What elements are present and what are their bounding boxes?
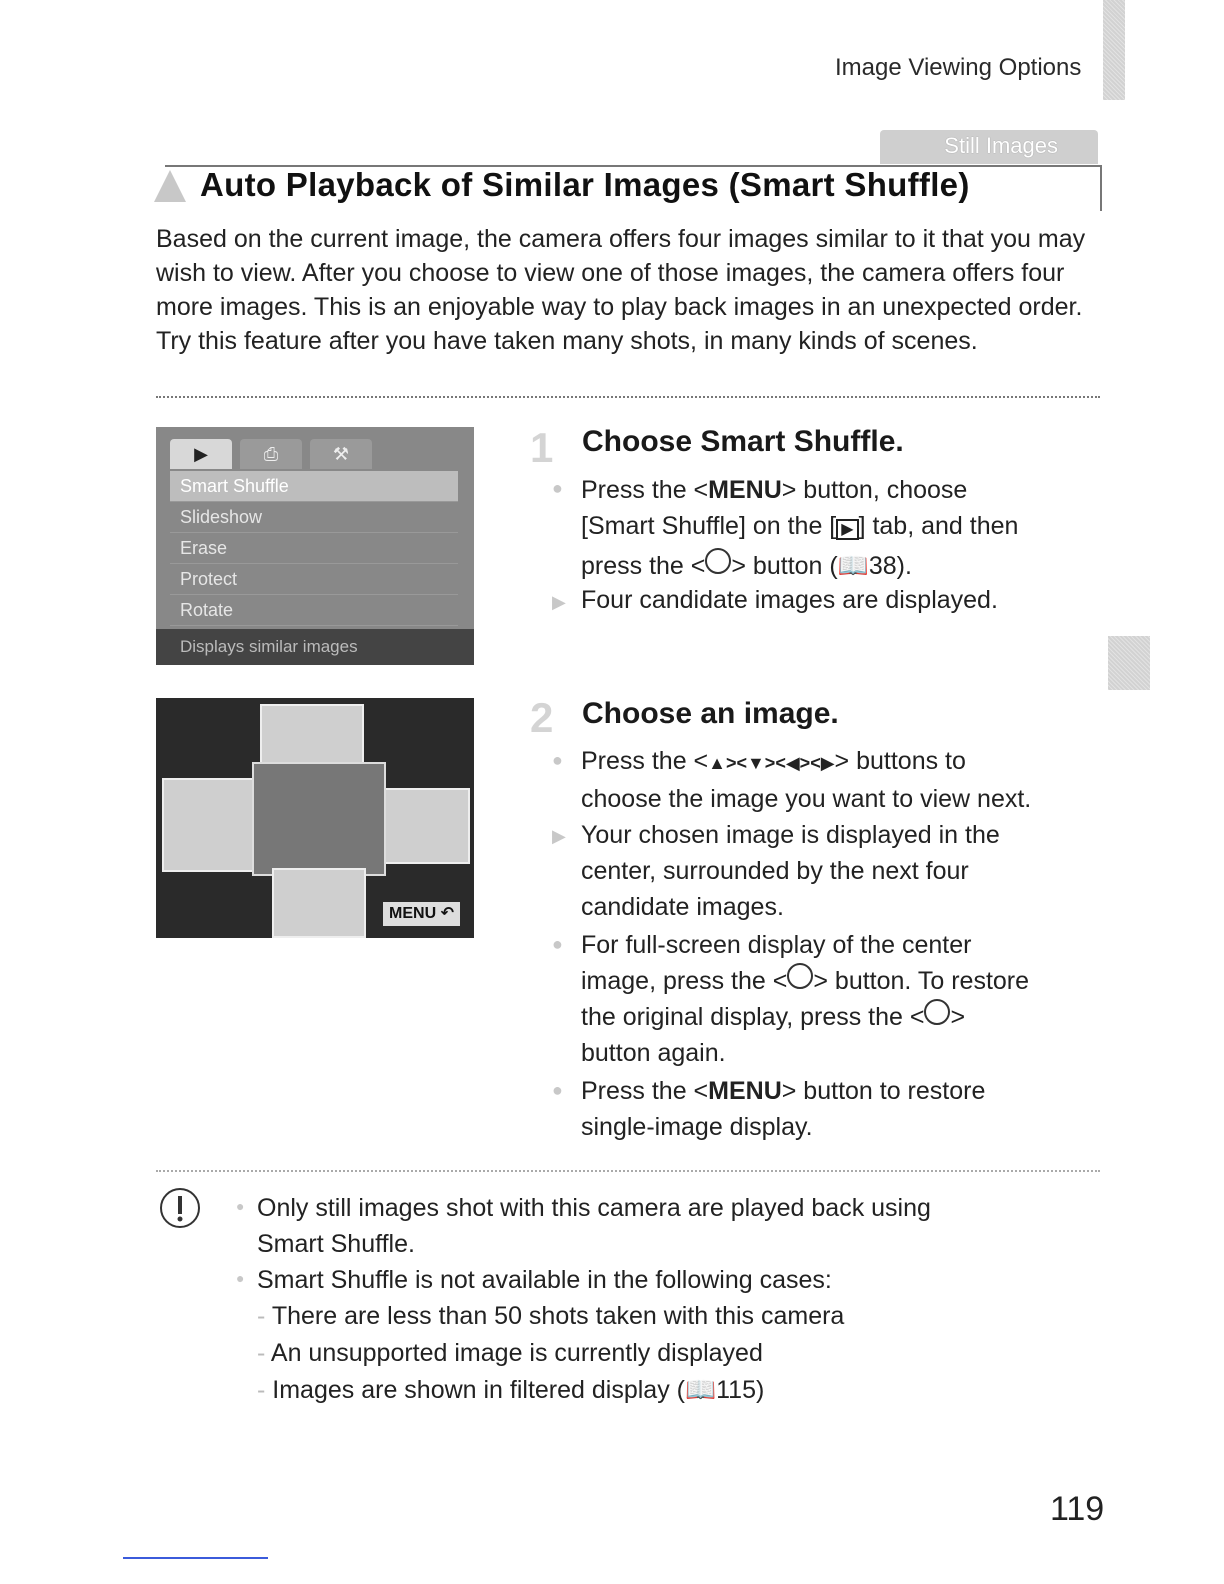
menu-item-smart-shuffle: Smart Shuffle [170,471,458,502]
step-title: Choose an image. [582,697,839,730]
menu-back-indicator: MENU ↶ [383,902,460,926]
camera-menu-screenshot [156,427,474,665]
step-instruction: Press the <▲><▼><◀><▶> buttons to choose the image you want to view next. [581,747,1032,813]
intro-paragraph: Based on the current image, the camera offers four images similar to it that you may wish to view. After you choose to view one of those images, the camera offers four more images. This is an enjoyable way to play back images in an unexpected order. Try this feature after you have taken many shots, in many kinds of scenes. [156,225,1086,355]
still-images-badge [880,130,1098,164]
setup-tab: ⚒ [310,439,372,469]
running-header: Image Viewing Options [835,54,1082,81]
result-arrow-icon: ▶ [552,592,566,612]
note-item: Smart Shuffle is not available in the following cases: [257,1266,832,1294]
note-item: Only still images shot with this camera are played back using Smart Shuffle. [257,1194,931,1258]
menu-item-protect: Protect [170,564,458,595]
step-number: 1 [530,424,554,471]
thumbnail-right [378,788,470,864]
note-subitem: - Images are shown in filtered display (📖115) [257,1376,765,1404]
func-set-icon [705,548,731,574]
bullet-icon: ● [552,1080,563,1100]
book-icon: 📖 [837,552,869,580]
thumbnail-bottom [272,868,366,938]
bullet-icon: ● [552,478,563,498]
step-instruction: For full-screen display of the center image, press the < > button. To restore the original display, press the < > button again. [581,931,1030,1067]
step-title: Choose Smart Shuffle. [582,425,904,458]
menu-item-slideshow: Slideshow [170,502,458,533]
divider [156,1170,1100,1172]
caution-icon [158,1186,202,1230]
arrow-buttons-icon: ▲><▼><◀><▶ [708,753,835,773]
book-icon: 📖 [684,1376,717,1404]
note-subitem: - An unsupported image is currently displayed [257,1339,763,1367]
chapter-side-tab [1108,636,1150,690]
section-arrow-icon [150,166,190,206]
smart-shuffle-screenshot [156,698,474,938]
bullet-icon: ● [236,1198,245,1214]
print-tab: ⎙ [240,439,302,469]
menu-item-erase: Erase [170,533,458,564]
note-subitem: - There are less than 50 shots taken with this camera [257,1302,845,1330]
step-number: 2 [530,694,554,741]
page-number: 119 [1050,1490,1105,1528]
menu-list [170,471,458,626]
menu-item-rotate: Rotate [170,595,458,626]
bullet-icon: ● [236,1270,245,1286]
playback-tab: ▶ [170,439,232,469]
section-title: Auto Playback of Similar Images (Smart Shuffle) [200,166,970,203]
step-instruction: Press the <MENU> button to restore single-image display. [581,1077,986,1141]
step-instruction: Press the <MENU> button, choose [Smart Shuffle] on the [ ▶ ] tab, and then press the < > button (📖38). [581,476,1019,580]
playback-tab-icon: ▶ [836,519,858,540]
thumbnail-left [162,778,256,872]
chapter-edge-tab [1103,0,1125,100]
menu-help-text: Displays similar images [156,629,474,665]
divider [156,396,1100,398]
menu-tabs [170,439,372,469]
step-result: Four candidate images are displayed. [581,586,998,614]
bullet-icon: ● [552,750,563,770]
func-set-icon [787,963,813,989]
footer-link-rule [123,1557,268,1559]
bullet-icon: ● [552,934,563,954]
func-set-icon [924,999,950,1025]
step-result: Your chosen image is displayed in the center, surrounded by the next four candidate images. [581,821,1000,921]
thumbnail-center [252,762,386,876]
result-arrow-icon: ▶ [552,826,566,846]
badge-label: Still Images [944,133,1058,158]
